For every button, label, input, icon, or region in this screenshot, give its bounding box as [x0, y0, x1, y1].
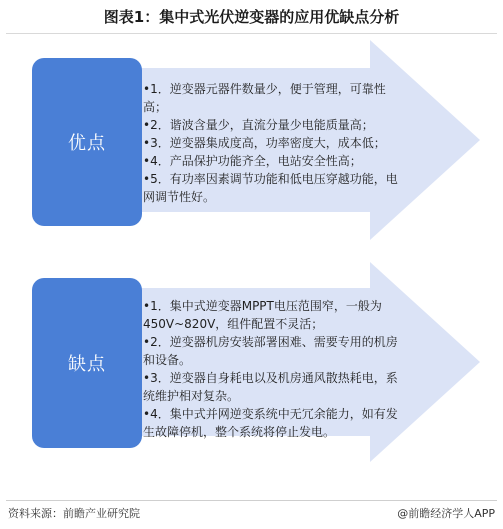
advantages-list: [143, 80, 405, 206]
disadvantages-list: [143, 297, 405, 441]
list-item: •2．逆变器机房安装部署困难、需要专用的机房和设备。: [143, 335, 398, 367]
page-title: 图表1：集中式光伏逆变器的应用优缺点分析: [103, 8, 400, 26]
list-item: •5．有功率因素调节功能和低电压穿越功能，电网调节性好。: [143, 172, 398, 204]
disadvantages-label: [32, 278, 142, 448]
disadvantages-label-text: 缺点: [68, 354, 106, 375]
list-item: •2．谐波含量少，直流分量少电能质量高；: [143, 118, 374, 132]
list-item: •4．产品保护功能齐全，电站安全性高；: [143, 154, 362, 168]
advantages-label-text: 优点: [68, 133, 106, 154]
advantages-label: [32, 58, 142, 226]
source-note: 资料来源：前瞻产业研究院: [8, 507, 140, 520]
list-item: •1．集中式逆变器MPPT电压范围窄，一般为450V~820V，组件配置不灵活；: [143, 299, 382, 331]
list-item: •3．逆变器自身耗电以及机房通风散热耗电，系统维护相对复杂。: [143, 371, 398, 403]
list-item: •4．集中式并网逆变系统中无冗余能力，如有发生故障停机，整个系统将停止发电。: [143, 407, 398, 439]
list-item: •1．逆变器元器件数量少，便于管理，可靠性高；: [143, 82, 386, 114]
list-item: •3．逆变器集成度高，功率密度大，成本低；: [143, 136, 386, 150]
title-divider: [6, 33, 497, 34]
footer-divider: [6, 500, 497, 501]
brand-credit: @前瞻经济学人APP: [397, 507, 495, 520]
